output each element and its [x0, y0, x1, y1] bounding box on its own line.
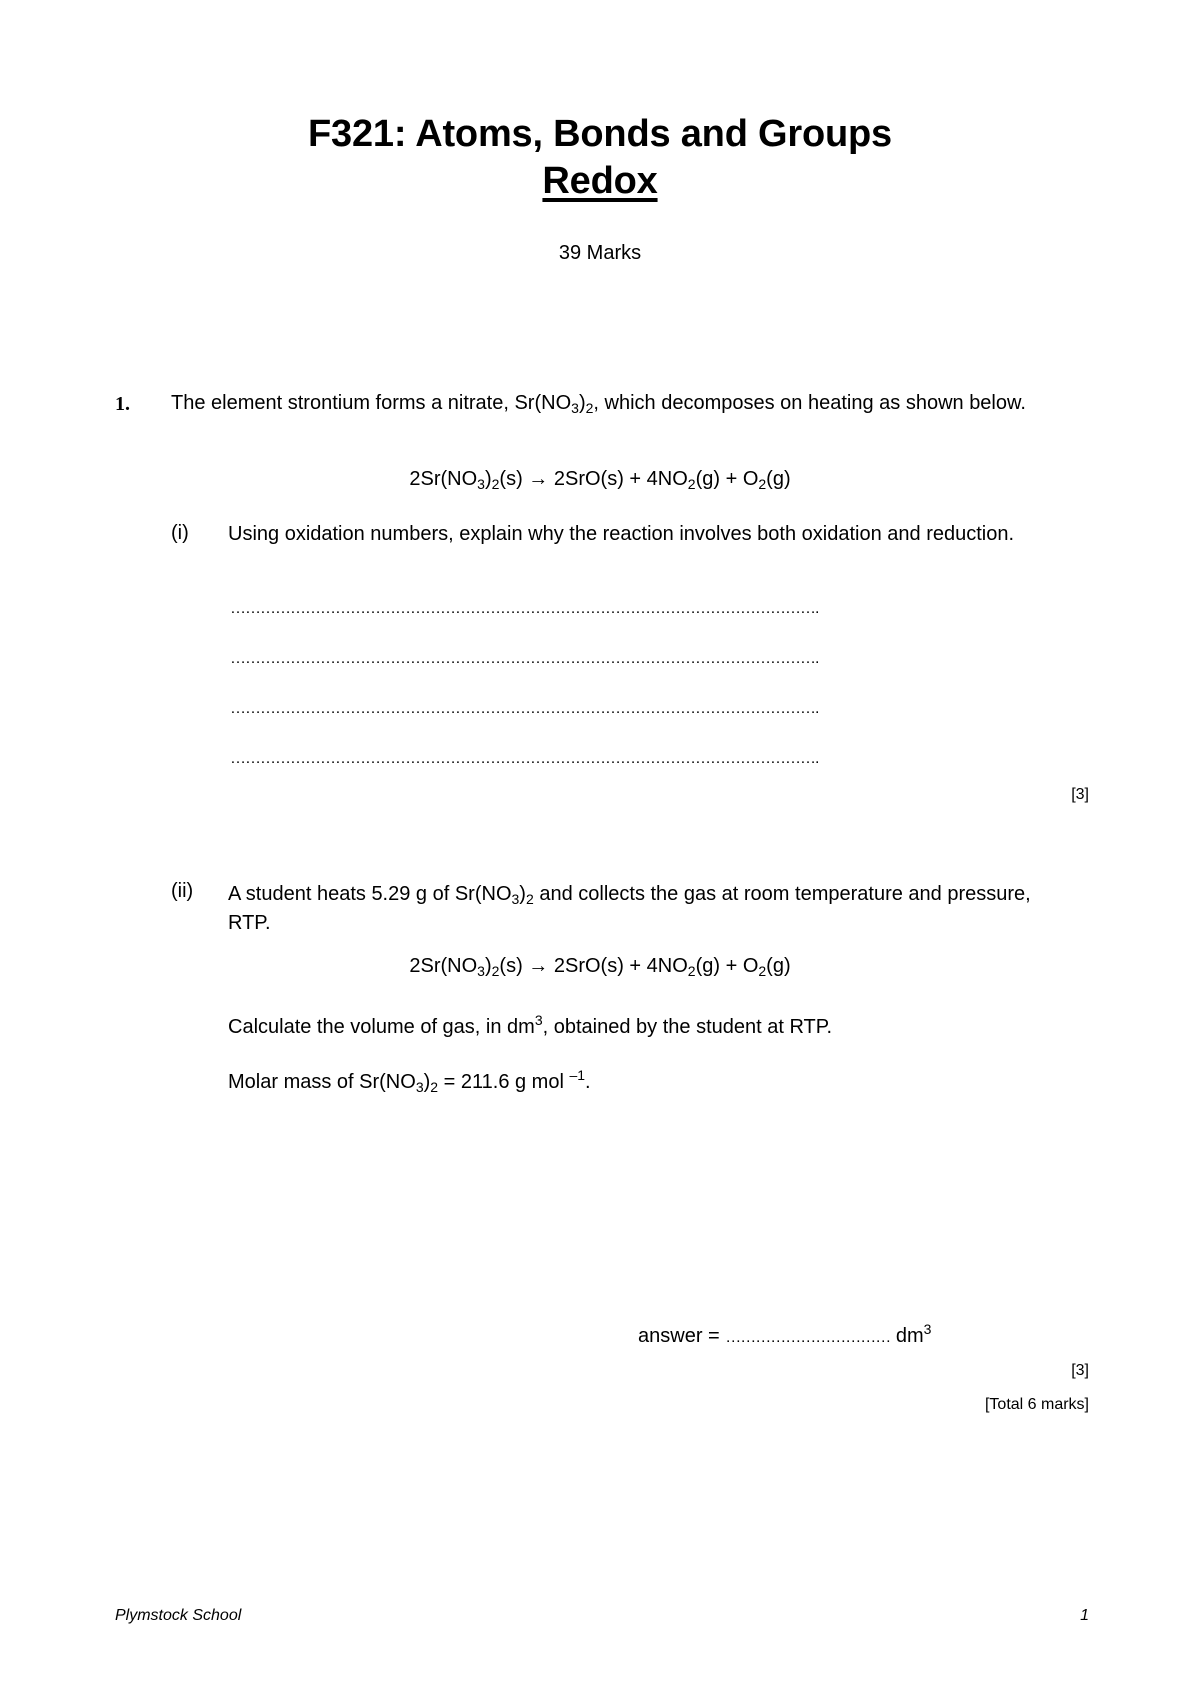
part-i-text: Using oxidation numbers, explain why the reaction involves both oxidation and reduction. [228, 523, 1015, 545]
equation-1: $2Sr(NO_3)_2(s) \to 2SrO(s) + 4NO_2(g) + O_2(g)$ [409, 468, 791, 492]
molar-mass-info: Molar mass of $Sr(NO_3)_2 = 211.6$ g mol $^{-1}$. [228, 1067, 591, 1095]
part-ii-label: (ii) [171, 880, 194, 902]
answer-line[interactable]: ………………………………………………………………………………………………………. [230, 750, 819, 767]
part-ii-text: A student heats 5.29 g of $Sr(NO_3)_2$ and collects the gas at room temperature and pressure, RTP. [228, 883, 1031, 934]
footer-school: Plymstock School [115, 1607, 242, 1624]
page-subtitle [0, 160, 1200, 203]
subtitle-text: Redox [542, 160, 658, 202]
calculate-instruction: Calculate the volume of gas, in $dm^3$, obtained by the student at RTP. [228, 1012, 833, 1038]
question-number: 1. [115, 393, 130, 415]
part-ii-marks: [3] [1071, 1362, 1089, 1379]
page-title: F321: Atoms, Bonds and Groups [308, 113, 892, 155]
question-intro: The element strontium forms a nitrate, $Sr(NO_3)_2$, which decomposes on heating as shown below. [171, 392, 1026, 416]
part-i-label: (i) [171, 522, 189, 544]
total-question-marks: [Total 6 marks] [984, 1396, 1089, 1413]
answer-line[interactable]: ………………………………………………………………………………………………………. [230, 650, 819, 667]
total-marks: 39 Marks [558, 242, 642, 264]
equation-2: $2Sr(NO_3)_2(s) \to 2SrO(s) + 4NO_2(g) + O_2(g)$ [409, 955, 791, 979]
answer-line[interactable]: ………………………………………………………………………………………………………. [230, 700, 819, 717]
answer-field[interactable]: answer = …………………………… $dm^3$ [638, 1321, 932, 1347]
answer-line[interactable]: ………………………………………………………………………………………………………. [230, 600, 819, 617]
part-i-marks: [3] [1071, 786, 1089, 803]
page-number: 1 [1080, 1607, 1089, 1624]
